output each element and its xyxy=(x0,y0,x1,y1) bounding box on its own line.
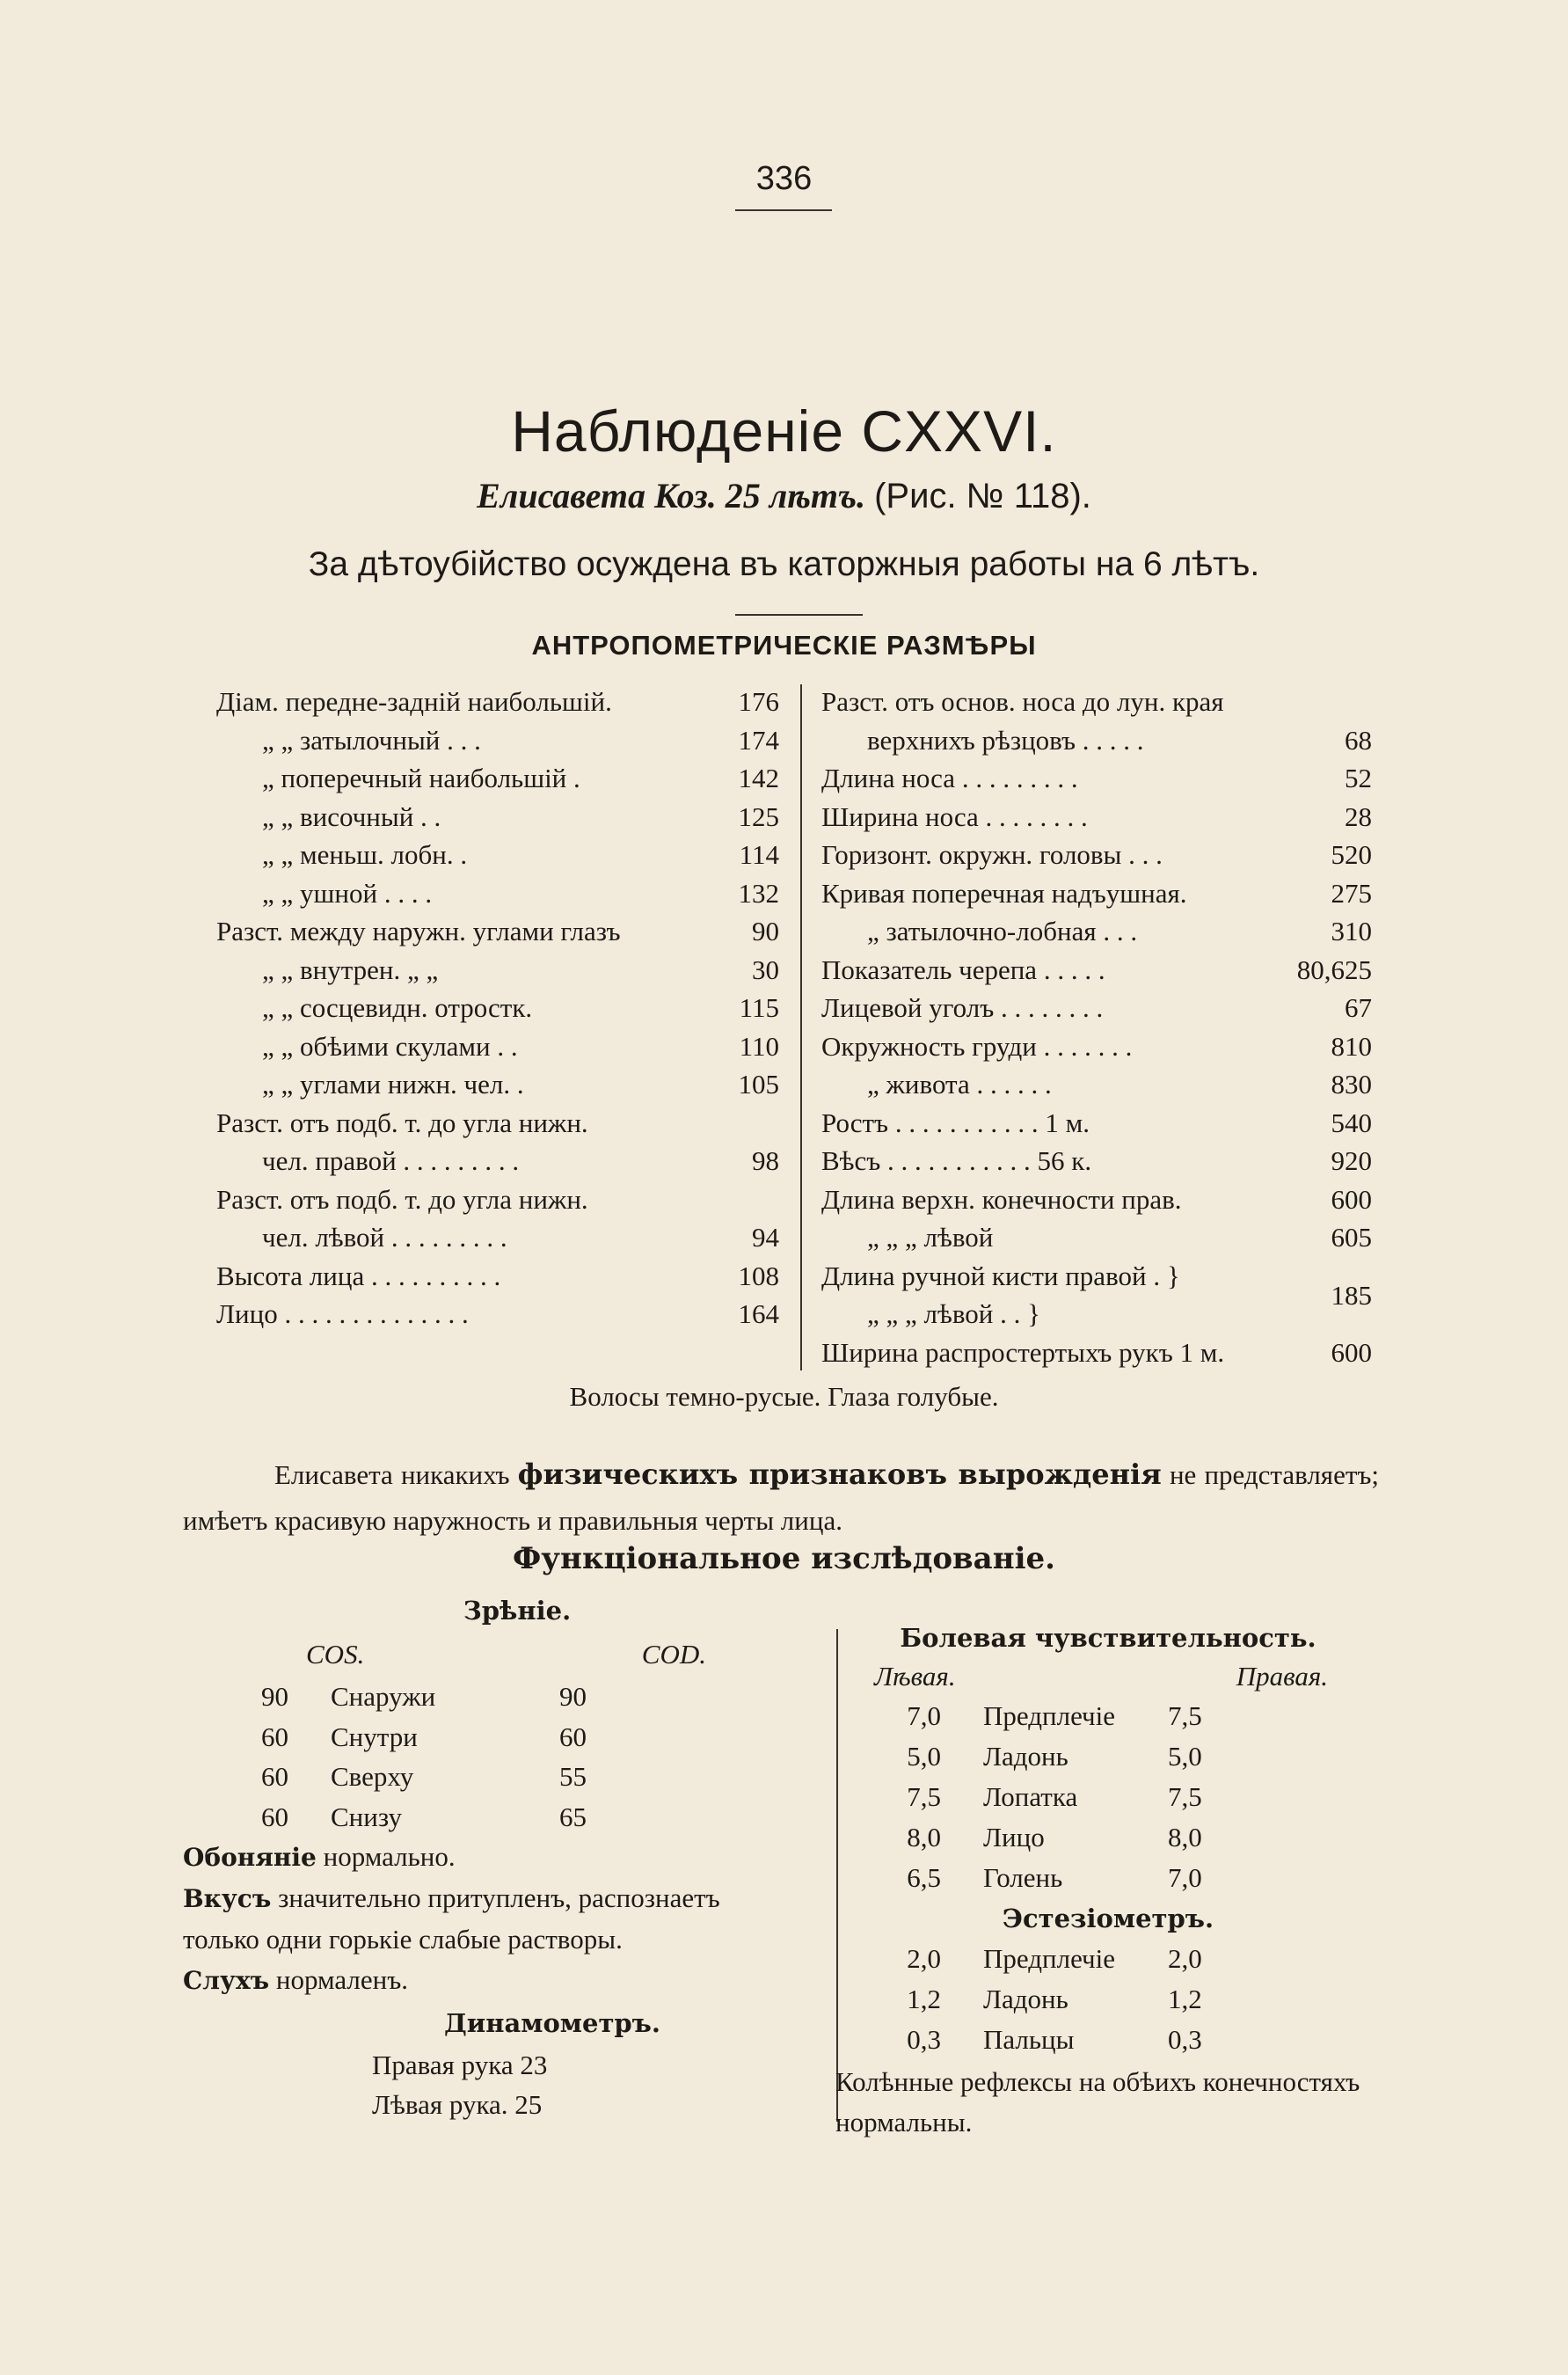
measurement-value: 98 xyxy=(752,1145,779,1176)
aesthesiometer-table xyxy=(827,1939,1389,2060)
measurement-row xyxy=(821,951,1372,990)
measurement-value: 164 xyxy=(738,1298,779,1329)
vision-row-left: 60 xyxy=(261,1721,288,1752)
pain-row-left: 6,5 xyxy=(907,1862,941,1893)
measurement-row xyxy=(216,1257,779,1296)
measurement-label: Показатель черепа . . . . . xyxy=(821,954,1105,985)
vision-row xyxy=(183,1797,790,1838)
measurement-value: 600 xyxy=(1331,1336,1372,1368)
pain-table xyxy=(827,1696,1389,1898)
pain-right-head: Правая. xyxy=(1236,1661,1328,1692)
vision-row-label: Снутри xyxy=(331,1721,418,1752)
pain-row-label: Лицо xyxy=(983,1822,1045,1852)
aesthesiometer-row-left: 0,3 xyxy=(907,2024,941,2055)
measurement-label: Высота лица . . . . . . . . . . xyxy=(216,1260,501,1291)
measurement-row xyxy=(216,683,779,721)
pain-row-label: Предплечіе xyxy=(983,1700,1116,1731)
figure-reference: (Рис. № 118). xyxy=(874,477,1091,515)
pain-row-right: 7,0 xyxy=(1168,1862,1202,1893)
taste-label: Вкусъ xyxy=(183,1884,272,1913)
vision-left-head: COS. xyxy=(306,1639,365,1670)
measurement-row xyxy=(821,1180,1372,1219)
pain-header xyxy=(827,1657,1389,1696)
measurement-row xyxy=(216,759,779,798)
measurement-label: Горизонт. окружн. головы . . . xyxy=(821,839,1163,870)
vision-row-left: 90 xyxy=(261,1681,288,1712)
smell-text: нормально. xyxy=(323,1841,456,1872)
measurement-row xyxy=(216,721,779,760)
measurement-value: 80,625 xyxy=(1296,954,1372,985)
measurement-label: „ „ „ лѣвой . . } xyxy=(867,1298,1040,1329)
measurement-row xyxy=(821,1257,1372,1296)
smell-line xyxy=(183,1837,790,1878)
measurement-label: Длина ручной кисти правой . } xyxy=(821,1260,1180,1291)
measurement-label: „ „ „ лѣвой xyxy=(867,1222,994,1253)
measurement-value: 310 xyxy=(1331,916,1372,946)
measurement-row xyxy=(821,874,1372,913)
vision-row-left: 60 xyxy=(261,1761,288,1792)
measurement-row xyxy=(216,874,779,913)
measurement-value xyxy=(714,1180,779,1219)
hearing-line xyxy=(183,1960,790,2001)
measurement-label: Разст. отъ основ. носа до лун. края xyxy=(821,686,1224,717)
measurement-label: Кривая поперечная надъушная. xyxy=(821,877,1187,909)
pain-row-label: Голень xyxy=(983,1862,1063,1893)
measurement-row xyxy=(821,759,1372,798)
measurement-value: 90 xyxy=(752,916,779,946)
vision-title: Зрѣніе. xyxy=(463,1596,572,1626)
measurement-row xyxy=(821,1295,1372,1334)
measurement-label: „ „ внутрен. „ „ xyxy=(262,954,439,985)
measurement-row xyxy=(821,912,1372,951)
measurement-value xyxy=(1293,683,1372,721)
measurement-label: „ „ ушной . . . . xyxy=(262,877,433,909)
degeneration-paragraph xyxy=(183,1451,1379,1544)
vision-header xyxy=(183,1633,790,1677)
observation-title: Наблюденіе CXXVI. xyxy=(511,398,1057,464)
measurement-label: „ поперечный наибольшій . xyxy=(262,763,580,793)
aesthesiometer-row xyxy=(827,1979,1389,2020)
pain-row-left: 7,5 xyxy=(907,1781,941,1812)
measurement-row xyxy=(216,989,779,1027)
measurement-label: „ „ сосцевидн. отростк. xyxy=(262,992,533,1023)
lower-right-column xyxy=(827,1619,1389,2143)
pain-row xyxy=(827,1817,1389,1858)
measurement-label: Лицевой уголъ . . . . . . . . xyxy=(821,992,1104,1023)
measurement-label: „ „ углами нижн. чел. . xyxy=(262,1069,524,1100)
measurement-value: 110 xyxy=(739,1030,779,1062)
measurement-value: 105 xyxy=(738,1069,779,1100)
measurement-label: Вѣсъ . . . . . . . . . . . 56 к. xyxy=(821,1145,1092,1176)
measurement-value: 114 xyxy=(739,839,779,870)
measurement-label: Разст. между наружн. углами глазъ xyxy=(216,916,621,946)
measurement-value xyxy=(714,1104,779,1143)
taste-paragraph xyxy=(183,1878,790,1960)
anthropometric-heading: АНТРОПОМЕТРИЧЕСКІЕ РАЗМѢРЫ xyxy=(531,630,1037,661)
measurement-row xyxy=(821,1027,1372,1066)
subtitle xyxy=(0,475,1568,516)
measurement-value: 920 xyxy=(1331,1145,1372,1176)
measurement-value: 174 xyxy=(738,724,779,756)
column-divider xyxy=(800,684,802,1370)
vision-row xyxy=(183,1757,790,1797)
measurement-label: „ „ затылочный . . . xyxy=(262,724,481,756)
pain-row-right: 7,5 xyxy=(1168,1781,1202,1812)
subject-name: Елисавета Коз. 25 лѣтъ. xyxy=(477,476,866,515)
hearing-text: нормаленъ. xyxy=(275,1964,409,1995)
intro-end: не представляетъ; имѣетъ красивую наружность и правильныя черты лица. xyxy=(183,1459,1380,1536)
measurement-label: Ростъ . . . . . . . . . . . 1 м. xyxy=(821,1107,1090,1138)
aesthesiometer-row-label: Пальцы xyxy=(983,2024,1075,2055)
vision-row-left: 60 xyxy=(261,1801,288,1832)
anthropometric-right-column xyxy=(821,683,1372,1371)
dynamometer-right: Правая рука 23 xyxy=(372,2050,548,2080)
intro-start: Елисавета никакихъ xyxy=(274,1459,510,1490)
anthropometric-left-column xyxy=(216,683,779,1334)
measurement-label: чел. лѣвой . . . . . . . . . xyxy=(262,1222,507,1253)
reflex-paragraph: Колѣнные рефлексы на обѣихъ конечностяхъ нормальны. xyxy=(835,2066,1360,2138)
hand-length-value: 185 xyxy=(1331,1279,1372,1311)
measurement-row xyxy=(821,989,1372,1027)
aesthesiometer-row-left: 1,2 xyxy=(907,1984,941,2014)
measurement-value: 125 xyxy=(738,800,779,832)
measurement-label: Длина носа . . . . . . . . . xyxy=(821,763,1078,793)
measurement-row xyxy=(216,1104,779,1143)
aesthesiometer-row-label: Ладонь xyxy=(983,1984,1068,2014)
taste-text: значительно притупленъ, распознаетъ только одни горькіе слабые растворы. xyxy=(183,1882,720,1955)
page-number: 336 xyxy=(755,160,813,197)
measurement-value: 540 xyxy=(1331,1107,1372,1138)
measurement-label: „ „ височный . . xyxy=(262,800,441,832)
vision-right-head: COD. xyxy=(641,1639,706,1670)
measurement-label: „ „ обѣими скулами . . xyxy=(262,1030,518,1062)
aesthesiometer-row-right: 0,3 xyxy=(1168,2024,1202,2055)
measurement-row xyxy=(821,1104,1372,1143)
measurement-value: 830 xyxy=(1331,1069,1372,1100)
measurement-value: 810 xyxy=(1331,1030,1372,1062)
vision-row-right: 90 xyxy=(559,1681,587,1712)
pain-row-right: 7,5 xyxy=(1168,1700,1202,1731)
smell-label: Обоняніе xyxy=(183,1843,317,1872)
measurement-value: 605 xyxy=(1331,1222,1372,1253)
aesthesiometer-title: Эстезіометръ. xyxy=(1002,1904,1214,1933)
hearing-label: Слухъ xyxy=(183,1966,270,1995)
measurement-value: 108 xyxy=(738,1260,779,1291)
measurement-row xyxy=(821,683,1372,721)
pain-row-left: 7,0 xyxy=(907,1700,941,1731)
measurement-label: „ „ меньш. лобн. . xyxy=(262,839,468,870)
pain-row-right: 5,0 xyxy=(1168,1741,1202,1772)
vision-table xyxy=(183,1677,790,1837)
aesthesiometer-row-right: 1,2 xyxy=(1168,1984,1202,2014)
aesthesiometer-row-left: 2,0 xyxy=(907,1943,941,1974)
measurement-row xyxy=(216,1295,779,1334)
measurement-value: 176 xyxy=(738,686,779,717)
measurement-row xyxy=(821,721,1372,760)
section-rule xyxy=(735,614,863,616)
vision-row-label: Сверху xyxy=(331,1761,414,1792)
measurement-value: 115 xyxy=(739,992,779,1023)
pain-row-left: 5,0 xyxy=(907,1741,941,1772)
lower-left-column xyxy=(183,1589,790,2124)
pain-title: Болевая чувствительность. xyxy=(900,1623,1316,1653)
measurement-row xyxy=(216,912,779,951)
intro-bold: физическихъ признаковъ вырожденія xyxy=(517,1458,1162,1491)
measurement-row xyxy=(216,1142,779,1180)
measurement-row xyxy=(821,798,1372,837)
pain-left-head: Лѣвая. xyxy=(874,1661,956,1692)
measurement-label: „ затылочно-лобная . . . xyxy=(867,916,1138,946)
measurement-value: 30 xyxy=(752,954,779,985)
measurement-row xyxy=(216,1065,779,1104)
vision-row xyxy=(183,1717,790,1758)
dynamometer-title: Динамометръ. xyxy=(443,2008,661,2038)
pain-row xyxy=(827,1736,1389,1777)
pain-row xyxy=(827,1777,1389,1817)
aesthesiometer-row xyxy=(827,1939,1389,1979)
vision-row-right: 65 xyxy=(559,1801,587,1832)
aesthesiometer-row-right: 2,0 xyxy=(1168,1943,1202,1974)
measurement-row xyxy=(216,1027,779,1066)
hair-eyes-line: Волосы темно-русые. Глаза голубые. xyxy=(569,1381,999,1412)
measurement-value: 68 xyxy=(1345,724,1372,756)
measurement-value: 132 xyxy=(738,877,779,909)
measurement-label: Длина верхн. конечности прав. xyxy=(821,1183,1182,1215)
measurement-row xyxy=(821,1334,1372,1372)
measurement-label: Діам. передне-задній наибольшій. xyxy=(216,686,612,717)
measurement-row xyxy=(216,836,779,874)
measurement-row xyxy=(821,836,1372,874)
pain-row xyxy=(827,1858,1389,1898)
measurement-label: „ живота . . . . . . xyxy=(867,1069,1052,1100)
aesthesiometer-row-label: Предплечіе xyxy=(983,1943,1116,1974)
measurement-value: 94 xyxy=(752,1222,779,1253)
page-number-rule xyxy=(735,209,832,211)
measurement-value: 520 xyxy=(1331,839,1372,870)
functional-heading: Функціональное изслѣдованіе. xyxy=(513,1541,1055,1576)
measurement-label: верхнихъ рѣзцовъ . . . . . xyxy=(867,724,1144,756)
vision-row-right: 60 xyxy=(559,1721,587,1752)
vision-row-label: Снаружи xyxy=(331,1681,436,1712)
measurement-row xyxy=(216,798,779,837)
measurement-value: 67 xyxy=(1345,992,1372,1023)
measurement-row xyxy=(821,1142,1372,1180)
measurement-value: 28 xyxy=(1345,800,1372,832)
measurement-label: чел. правой . . . . . . . . . xyxy=(262,1145,520,1176)
measurement-value: 142 xyxy=(738,763,779,793)
pain-row xyxy=(827,1696,1389,1736)
measurement-label: Лицо . . . . . . . . . . . . . . xyxy=(216,1298,469,1329)
pain-row-label: Лопатка xyxy=(983,1781,1078,1812)
vision-row xyxy=(183,1677,790,1717)
aesthesiometer-row xyxy=(827,2020,1389,2060)
pain-row-label: Ладонь xyxy=(983,1741,1068,1772)
pain-row-right: 8,0 xyxy=(1168,1822,1202,1852)
measurement-value: 275 xyxy=(1331,877,1372,909)
sentence-line: За дѣтоубійство осуждена въ каторжныя работы на 6 лѣтъ. xyxy=(308,545,1260,583)
measurement-row xyxy=(216,1180,779,1219)
measurement-label: Ширина носа . . . . . . . . xyxy=(821,800,1088,832)
measurement-value: 600 xyxy=(1331,1183,1372,1215)
vision-row-label: Снизу xyxy=(331,1801,402,1832)
measurement-value: 52 xyxy=(1345,763,1372,793)
measurement-row xyxy=(821,1065,1372,1104)
measurement-label: Разст. отъ подб. т. до угла нижн. xyxy=(216,1183,588,1215)
vision-row-right: 55 xyxy=(559,1761,587,1792)
measurement-row xyxy=(821,1218,1372,1257)
measurement-label: Ширина распростертыхъ рукъ 1 м. xyxy=(821,1336,1225,1368)
measurement-label: Окружность груди . . . . . . . xyxy=(821,1030,1133,1062)
measurement-label: Разст. отъ подб. т. до угла нижн. xyxy=(216,1107,588,1138)
measurement-row xyxy=(216,951,779,990)
measurement-row xyxy=(216,1218,779,1257)
pain-row-left: 8,0 xyxy=(907,1822,941,1852)
dynamometer-left: Лѣвая рука. 25 xyxy=(372,2089,543,2120)
